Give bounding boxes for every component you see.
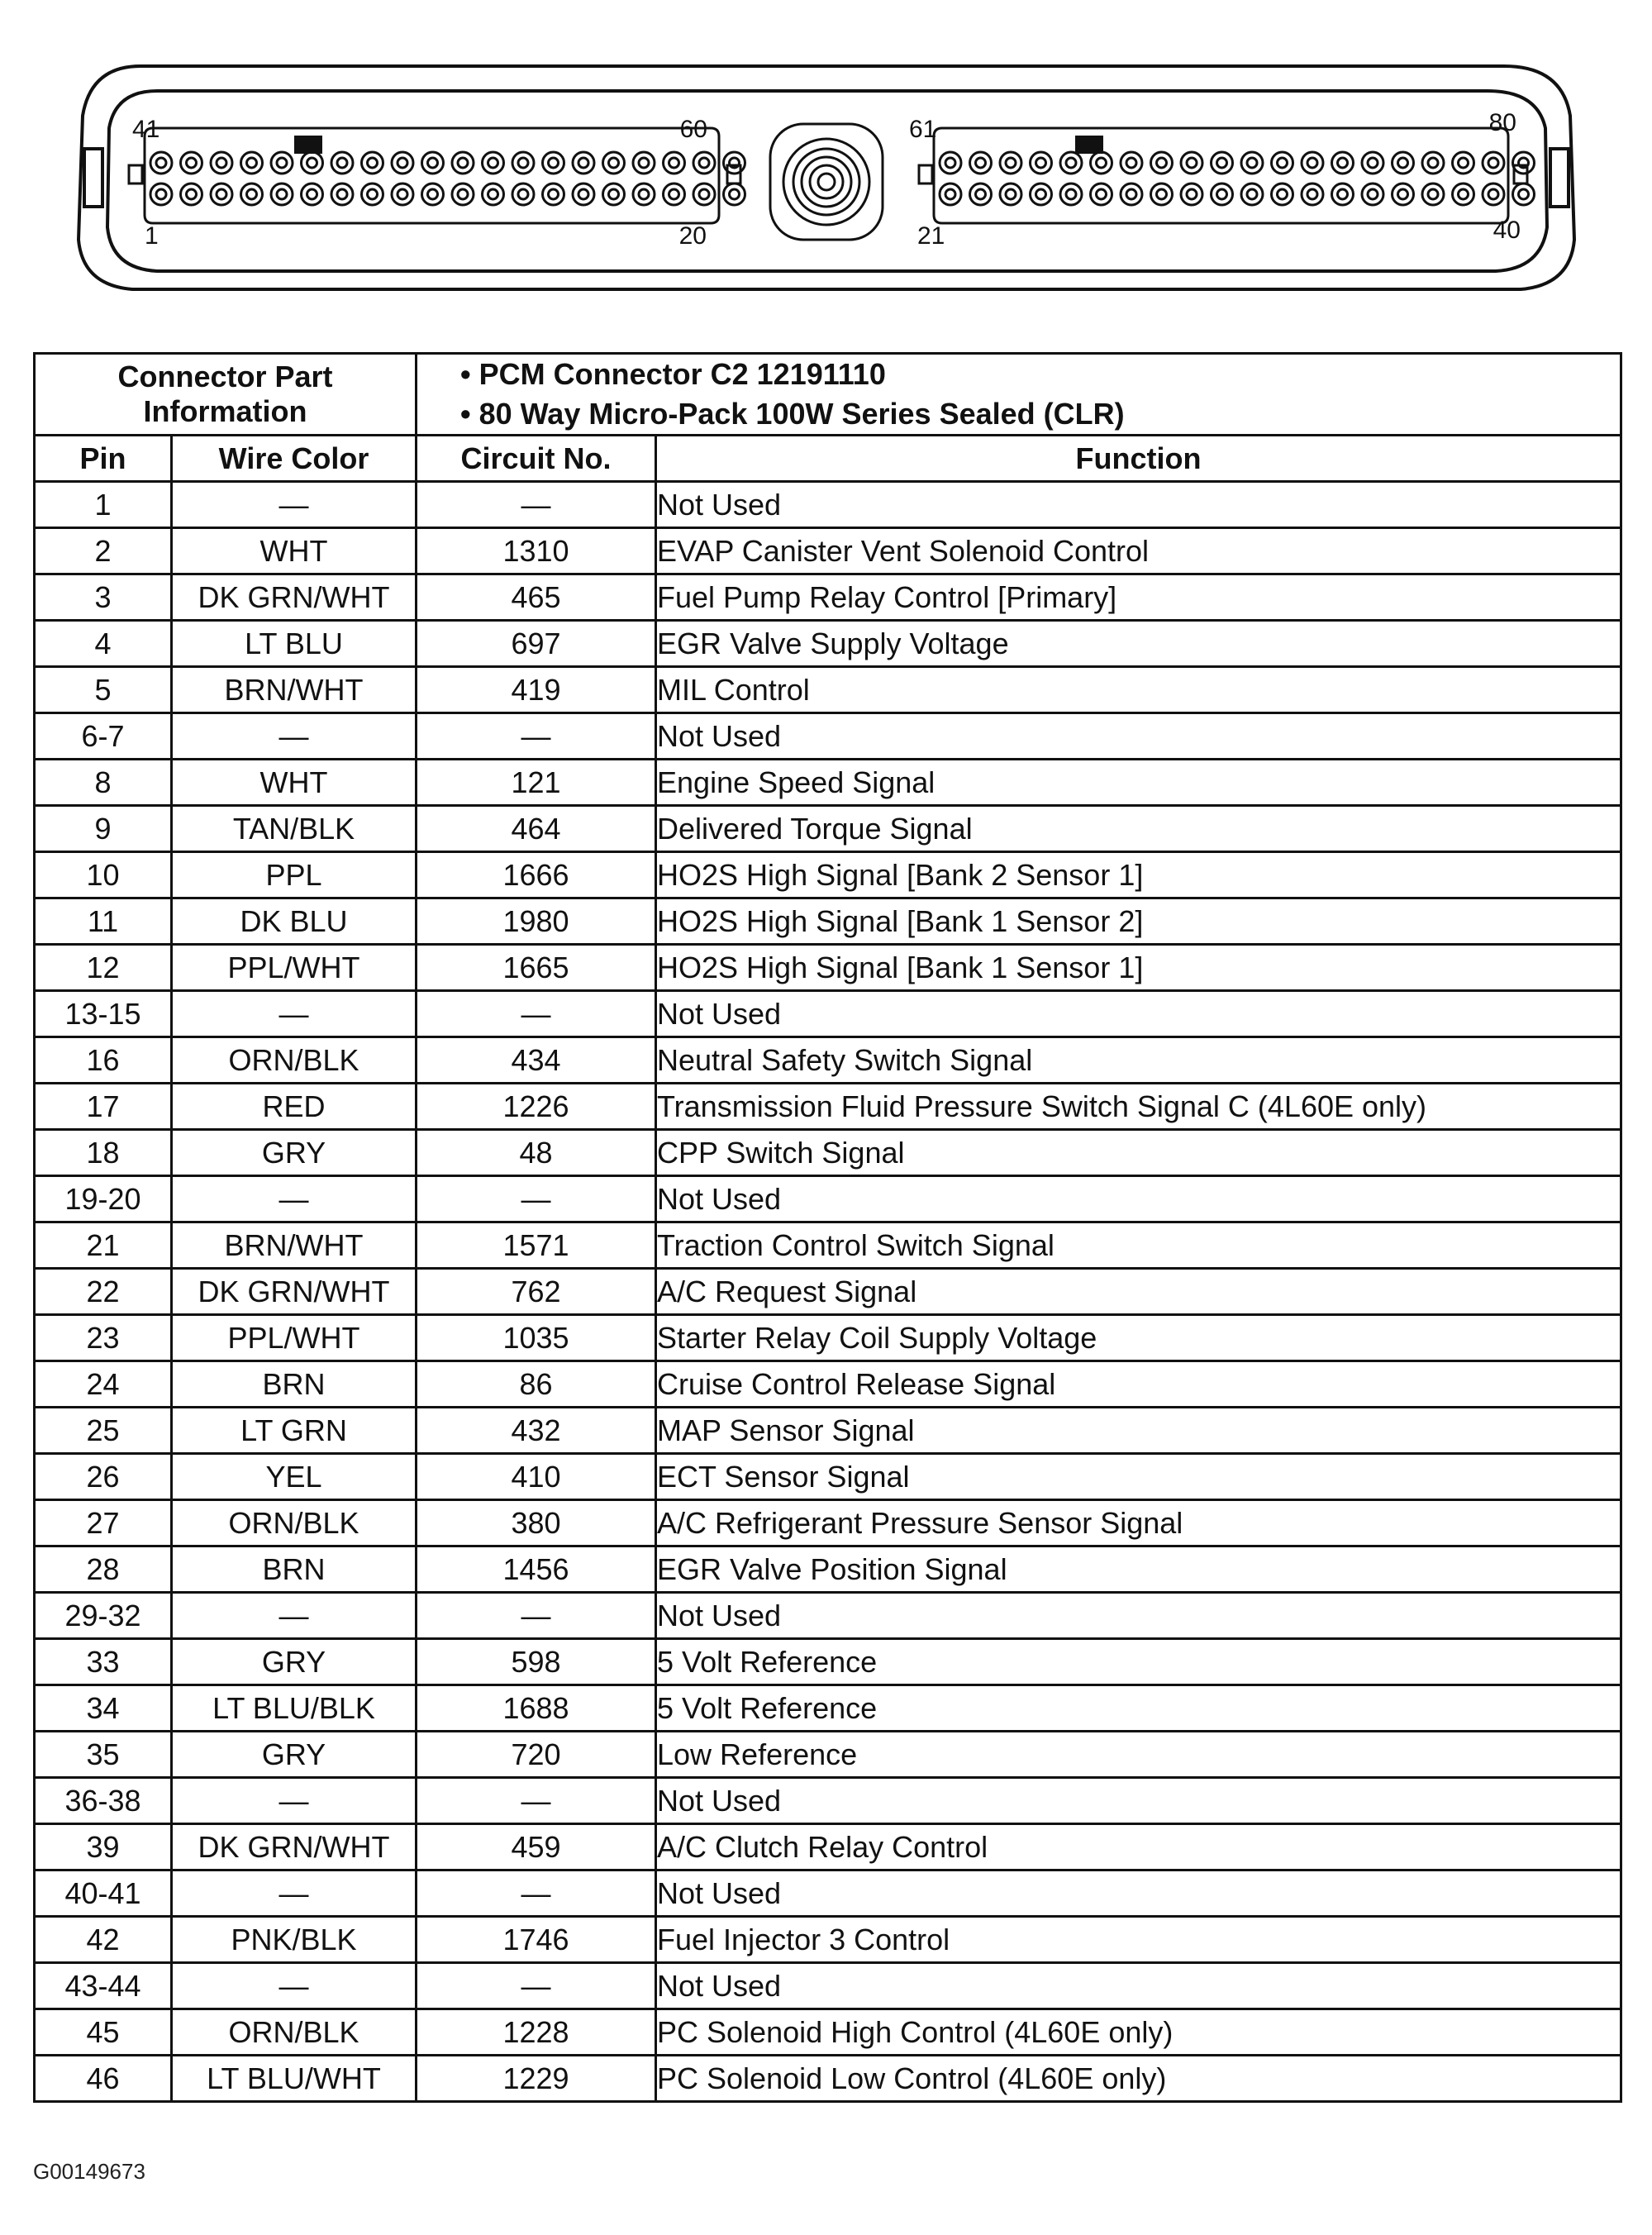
table-row bbox=[35, 1130, 1621, 1176]
pin-hole bbox=[573, 183, 594, 205]
pin-hole bbox=[1332, 152, 1354, 174]
cell-pin: 29-32 bbox=[35, 1593, 172, 1639]
cell-wire-color: — bbox=[172, 1593, 417, 1639]
pin-hole bbox=[724, 183, 745, 205]
pin-hole bbox=[603, 183, 625, 205]
pin-hole bbox=[211, 152, 232, 174]
pin-hole bbox=[1483, 183, 1504, 205]
pin-hole bbox=[1000, 183, 1021, 205]
table-row bbox=[35, 1084, 1621, 1130]
pin-hole bbox=[331, 183, 353, 205]
table-row bbox=[35, 574, 1621, 621]
cell-wire-color: GRY bbox=[172, 1130, 417, 1176]
pin-label-61: 61 bbox=[909, 116, 937, 143]
pin-hole bbox=[271, 183, 293, 205]
cell-function: MIL Control bbox=[656, 667, 1621, 713]
pin-hole bbox=[181, 183, 202, 205]
pin-hole bbox=[1513, 183, 1535, 205]
table-row bbox=[35, 898, 1621, 945]
cell-circuit-no: 432 bbox=[417, 1408, 656, 1454]
cell-pin: 3 bbox=[35, 574, 172, 621]
pin-hole bbox=[1393, 183, 1414, 205]
pin-hole bbox=[1060, 183, 1082, 205]
pin-hole bbox=[483, 183, 504, 205]
cell-function: ECT Sensor Signal bbox=[656, 1454, 1621, 1500]
cell-circuit-no: 465 bbox=[417, 574, 656, 621]
cell-pin: 45 bbox=[35, 2009, 172, 2056]
cell-pin: 16 bbox=[35, 1037, 172, 1084]
cell-circuit-no: — bbox=[417, 1870, 656, 1917]
cell-function: HO2S High Signal [Bank 1 Sensor 2] bbox=[656, 898, 1621, 945]
pin-hole bbox=[664, 183, 685, 205]
pin-hole bbox=[693, 183, 715, 205]
cell-pin: 2 bbox=[35, 528, 172, 574]
table-row bbox=[35, 528, 1621, 574]
cell-circuit-no: — bbox=[417, 482, 656, 528]
cell-wire-color: — bbox=[172, 482, 417, 528]
cell-wire-color: — bbox=[172, 1870, 417, 1917]
pin-hole bbox=[633, 183, 655, 205]
pin-hole bbox=[392, 183, 413, 205]
pin-hole bbox=[271, 152, 293, 174]
cell-pin: 28 bbox=[35, 1546, 172, 1593]
cell-function: Not Used bbox=[656, 1593, 1621, 1639]
pin-hole bbox=[1272, 152, 1293, 174]
pin-hole bbox=[241, 183, 263, 205]
cell-wire-color: LT BLU/WHT bbox=[172, 2056, 417, 2102]
connector-part-bullet: • PCM Connector C2 12191110 bbox=[460, 357, 886, 391]
pin-hole bbox=[543, 152, 564, 174]
cell-function: PC Solenoid Low Control (4L60E only) bbox=[656, 2056, 1621, 2102]
cell-pin: 25 bbox=[35, 1408, 172, 1454]
cell-circuit-no: 1456 bbox=[417, 1546, 656, 1593]
table-row bbox=[35, 1500, 1621, 1546]
pin-label-1: 1 bbox=[145, 222, 159, 250]
cell-circuit-no: 86 bbox=[417, 1361, 656, 1408]
cell-function: HO2S High Signal [Bank 1 Sensor 1] bbox=[656, 945, 1621, 991]
table-row bbox=[35, 1037, 1621, 1084]
cell-function: A/C Clutch Relay Control bbox=[656, 1824, 1621, 1870]
cell-circuit-no: 1746 bbox=[417, 1917, 656, 1963]
pin-hole bbox=[392, 152, 413, 174]
cell-pin: 36-38 bbox=[35, 1778, 172, 1824]
cell-function: Traction Control Switch Signal bbox=[656, 1222, 1621, 1269]
pin-hole bbox=[1091, 152, 1112, 174]
cell-pin: 9 bbox=[35, 806, 172, 852]
pin-hole bbox=[331, 152, 353, 174]
cell-circuit-no: 1229 bbox=[417, 2056, 656, 2102]
cell-pin: 11 bbox=[35, 898, 172, 945]
cell-wire-color: — bbox=[172, 991, 417, 1037]
cell-pin: 21 bbox=[35, 1222, 172, 1269]
pin-hole bbox=[693, 152, 715, 174]
pin-hole bbox=[1151, 152, 1173, 174]
pin-hole bbox=[512, 183, 534, 205]
cell-function: 5 Volt Reference bbox=[656, 1685, 1621, 1732]
right-polarization-key bbox=[1075, 136, 1103, 154]
pin-hole bbox=[1181, 152, 1202, 174]
cell-pin: 6-7 bbox=[35, 713, 172, 760]
cell-pin: 4 bbox=[35, 621, 172, 667]
pin-hole bbox=[302, 152, 323, 174]
pin-hole bbox=[1212, 183, 1233, 205]
pin-hole bbox=[1000, 152, 1021, 174]
cell-wire-color: LT BLU/BLK bbox=[172, 1685, 417, 1732]
cell-wire-color: ORN/BLK bbox=[172, 1037, 417, 1084]
cell-function: 5 Volt Reference bbox=[656, 1639, 1621, 1685]
cell-wire-color: PPL/WHT bbox=[172, 1315, 417, 1361]
connector-info-row bbox=[35, 354, 1621, 436]
connector-housing bbox=[79, 66, 1574, 289]
pin-hole bbox=[1422, 183, 1444, 205]
pin-hole bbox=[970, 183, 992, 205]
cell-function: Not Used bbox=[656, 1778, 1621, 1824]
pin-hole bbox=[452, 152, 474, 174]
table-row bbox=[35, 1454, 1621, 1500]
cell-function: Not Used bbox=[656, 482, 1621, 528]
cell-function: EVAP Canister Vent Solenoid Control bbox=[656, 528, 1621, 574]
pin-hole bbox=[724, 152, 745, 174]
cell-wire-color: RED bbox=[172, 1084, 417, 1130]
cell-function: Low Reference bbox=[656, 1732, 1621, 1778]
table-row bbox=[35, 1269, 1621, 1315]
cell-function: Fuel Injector 3 Control bbox=[656, 1917, 1621, 1963]
cell-wire-color: ORN/BLK bbox=[172, 2009, 417, 2056]
cell-circuit-no: 434 bbox=[417, 1037, 656, 1084]
header-function: Function bbox=[656, 436, 1621, 482]
cell-pin: 27 bbox=[35, 1500, 172, 1546]
cell-function: HO2S High Signal [Bank 2 Sensor 1] bbox=[656, 852, 1621, 898]
cell-pin: 46 bbox=[35, 2056, 172, 2102]
pin-hole bbox=[181, 152, 202, 174]
cell-wire-color: BRN bbox=[172, 1361, 417, 1408]
cell-function: A/C Refrigerant Pressure Sensor Signal bbox=[656, 1500, 1621, 1546]
cell-circuit-no: 720 bbox=[417, 1732, 656, 1778]
table-row bbox=[35, 621, 1621, 667]
cell-pin: 33 bbox=[35, 1639, 172, 1685]
pin-hole bbox=[543, 183, 564, 205]
cell-function: EGR Valve Supply Voltage bbox=[656, 621, 1621, 667]
pin-hole bbox=[150, 152, 172, 174]
cell-circuit-no: — bbox=[417, 1176, 656, 1222]
table-row bbox=[35, 1917, 1621, 1963]
table-row bbox=[35, 482, 1621, 528]
pin-hole bbox=[150, 183, 172, 205]
right-pin-block bbox=[919, 128, 1527, 223]
cell-circuit-no: 1310 bbox=[417, 528, 656, 574]
pin-hole bbox=[241, 152, 263, 174]
pin-hole bbox=[1121, 152, 1142, 174]
connector-part-info-label-line2: Information bbox=[143, 394, 307, 428]
cell-pin: 13-15 bbox=[35, 991, 172, 1037]
header-pin: Pin bbox=[35, 436, 172, 482]
cell-circuit-no: 1665 bbox=[417, 945, 656, 991]
cell-wire-color: GRY bbox=[172, 1639, 417, 1685]
connector-part-info bbox=[417, 354, 1621, 436]
center-bolt bbox=[770, 124, 883, 240]
pin-label-80: 80 bbox=[1488, 109, 1516, 136]
table-row bbox=[35, 760, 1621, 806]
cell-circuit-no: 598 bbox=[417, 1639, 656, 1685]
table-row bbox=[35, 1315, 1621, 1361]
cell-pin: 26 bbox=[35, 1454, 172, 1500]
cell-function: Not Used bbox=[656, 713, 1621, 760]
image-code: G00149673 bbox=[33, 2159, 145, 2184]
cell-wire-color: — bbox=[172, 1778, 417, 1824]
cell-function: A/C Request Signal bbox=[656, 1269, 1621, 1315]
cell-circuit-no: — bbox=[417, 1593, 656, 1639]
table-row bbox=[35, 1408, 1621, 1454]
table-row bbox=[35, 1222, 1621, 1269]
pin-hole bbox=[1513, 152, 1535, 174]
pin-hole bbox=[422, 183, 444, 205]
table-row bbox=[35, 713, 1621, 760]
cell-circuit-no: 380 bbox=[417, 1500, 656, 1546]
header-wire-color: Wire Color bbox=[172, 436, 417, 482]
pin-hole bbox=[573, 152, 594, 174]
cell-circuit-no: — bbox=[417, 1963, 656, 2009]
cell-pin: 10 bbox=[35, 852, 172, 898]
pin-table bbox=[33, 352, 1622, 2103]
cell-wire-color: BRN/WHT bbox=[172, 1222, 417, 1269]
cell-pin: 35 bbox=[35, 1732, 172, 1778]
cell-circuit-no: — bbox=[417, 1778, 656, 1824]
cell-wire-color: PNK/BLK bbox=[172, 1917, 417, 1963]
table-row bbox=[35, 1546, 1621, 1593]
cell-function: MAP Sensor Signal bbox=[656, 1408, 1621, 1454]
cell-wire-color: — bbox=[172, 1176, 417, 1222]
table-row bbox=[35, 1685, 1621, 1732]
pin-hole bbox=[211, 183, 232, 205]
cell-circuit-no: 1571 bbox=[417, 1222, 656, 1269]
cell-wire-color: ORN/BLK bbox=[172, 1500, 417, 1546]
pin-hole bbox=[1212, 152, 1233, 174]
cell-pin: 1 bbox=[35, 482, 172, 528]
pin-hole bbox=[970, 152, 992, 174]
pin-hole bbox=[452, 183, 474, 205]
cell-wire-color: LT GRN bbox=[172, 1408, 417, 1454]
cell-function: Not Used bbox=[656, 1963, 1621, 2009]
pin-hole bbox=[1332, 183, 1354, 205]
pin-hole bbox=[362, 183, 383, 205]
pin-label-60: 60 bbox=[679, 116, 707, 143]
table-row bbox=[35, 1639, 1621, 1685]
cell-wire-color: YEL bbox=[172, 1454, 417, 1500]
pin-hole bbox=[1031, 183, 1052, 205]
pin-hole bbox=[1422, 152, 1444, 174]
connector-part-bullet: • 80 Way Micro-Pack 100W Series Sealed (CLR) bbox=[460, 397, 1125, 431]
cell-circuit-no: 1688 bbox=[417, 1685, 656, 1732]
cell-circuit-no: 121 bbox=[417, 760, 656, 806]
cell-circuit-no: — bbox=[417, 713, 656, 760]
pin-hole bbox=[1181, 183, 1202, 205]
cell-function: CPP Switch Signal bbox=[656, 1130, 1621, 1176]
cell-wire-color: BRN bbox=[172, 1546, 417, 1593]
pin-hole bbox=[1362, 183, 1383, 205]
pin-hole bbox=[1241, 152, 1263, 174]
cell-function: Neutral Safety Switch Signal bbox=[656, 1037, 1621, 1084]
cell-pin: 39 bbox=[35, 1824, 172, 1870]
cell-circuit-no: 1666 bbox=[417, 852, 656, 898]
cell-circuit-no: 697 bbox=[417, 621, 656, 667]
cell-circuit-no: 410 bbox=[417, 1454, 656, 1500]
cell-function: Transmission Fluid Pressure Switch Signal C (4L60E only) bbox=[656, 1084, 1621, 1130]
pin-hole bbox=[1121, 183, 1142, 205]
cell-wire-color: PPL bbox=[172, 852, 417, 898]
cell-wire-color: DK GRN/WHT bbox=[172, 574, 417, 621]
pin-hole bbox=[1031, 152, 1052, 174]
cell-circuit-no: 464 bbox=[417, 806, 656, 852]
cell-wire-color: LT BLU bbox=[172, 621, 417, 667]
pin-hole bbox=[1151, 183, 1173, 205]
cell-wire-color: — bbox=[172, 713, 417, 760]
cell-wire-color: WHT bbox=[172, 760, 417, 806]
cell-function: Engine Speed Signal bbox=[656, 760, 1621, 806]
cell-pin: 8 bbox=[35, 760, 172, 806]
cell-circuit-no: 1035 bbox=[417, 1315, 656, 1361]
pin-hole bbox=[664, 152, 685, 174]
pin-hole bbox=[603, 152, 625, 174]
cell-wire-color: DK GRN/WHT bbox=[172, 1269, 417, 1315]
table-row bbox=[35, 991, 1621, 1037]
pin-hole bbox=[1060, 152, 1082, 174]
cell-wire-color: WHT bbox=[172, 528, 417, 574]
table-row bbox=[35, 1361, 1621, 1408]
connector-part-info-label-line1: Connector Part bbox=[117, 360, 333, 393]
pin-hole bbox=[483, 152, 504, 174]
pin-hole bbox=[1302, 152, 1323, 174]
table-row bbox=[35, 667, 1621, 713]
pin-hole bbox=[633, 152, 655, 174]
pin-hole bbox=[1302, 183, 1323, 205]
pin-hole bbox=[1483, 152, 1504, 174]
cell-wire-color: DK GRN/WHT bbox=[172, 1824, 417, 1870]
cell-function: Not Used bbox=[656, 1176, 1621, 1222]
pin-hole bbox=[362, 152, 383, 174]
cell-circuit-no: 48 bbox=[417, 1130, 656, 1176]
cell-pin: 12 bbox=[35, 945, 172, 991]
cell-function: Not Used bbox=[656, 1870, 1621, 1917]
table-row bbox=[35, 2009, 1621, 2056]
cell-circuit-no: 1980 bbox=[417, 898, 656, 945]
cell-pin: 24 bbox=[35, 1361, 172, 1408]
pin-hole bbox=[1272, 183, 1293, 205]
table-row bbox=[35, 945, 1621, 991]
pin-hole bbox=[1393, 152, 1414, 174]
table-row bbox=[35, 2056, 1621, 2102]
cell-wire-color: BRN/WHT bbox=[172, 667, 417, 713]
table-header-row bbox=[35, 436, 1621, 482]
cell-function: PC Solenoid High Control (4L60E only) bbox=[656, 2009, 1621, 2056]
cell-function: Cruise Control Release Signal bbox=[656, 1361, 1621, 1408]
pin-hole bbox=[1453, 183, 1474, 205]
table-row bbox=[35, 1963, 1621, 2009]
cell-pin: 5 bbox=[35, 667, 172, 713]
pin-hole bbox=[940, 183, 961, 205]
header-circuit-no: Circuit No. bbox=[417, 436, 656, 482]
pin-label-20: 20 bbox=[678, 222, 707, 250]
connector-face-drawing bbox=[66, 50, 1587, 298]
pin-hole bbox=[302, 183, 323, 205]
cell-function: Starter Relay Coil Supply Voltage bbox=[656, 1315, 1621, 1361]
cell-wire-color: PPL/WHT bbox=[172, 945, 417, 991]
pin-label-40: 40 bbox=[1493, 217, 1521, 244]
cell-function: Fuel Pump Relay Control [Primary] bbox=[656, 574, 1621, 621]
cell-circuit-no: 1226 bbox=[417, 1084, 656, 1130]
table-row bbox=[35, 1778, 1621, 1824]
cell-pin: 34 bbox=[35, 1685, 172, 1732]
cell-pin: 22 bbox=[35, 1269, 172, 1315]
table-row bbox=[35, 806, 1621, 852]
pin-hole bbox=[1241, 183, 1263, 205]
cell-pin: 19-20 bbox=[35, 1176, 172, 1222]
table-row bbox=[35, 1824, 1621, 1870]
table-row bbox=[35, 1732, 1621, 1778]
cell-function: Not Used bbox=[656, 991, 1621, 1037]
cell-wire-color: — bbox=[172, 1963, 417, 2009]
cell-circuit-no: 419 bbox=[417, 667, 656, 713]
cell-pin: 17 bbox=[35, 1084, 172, 1130]
pin-hole bbox=[940, 152, 961, 174]
pin-hole bbox=[512, 152, 534, 174]
table-row bbox=[35, 852, 1621, 898]
cell-function: Delivered Torque Signal bbox=[656, 806, 1621, 852]
left-pin-block bbox=[129, 128, 740, 223]
cell-circuit-no: 1228 bbox=[417, 2009, 656, 2056]
cell-wire-color: GRY bbox=[172, 1732, 417, 1778]
pin-hole bbox=[422, 152, 444, 174]
cell-circuit-no: 459 bbox=[417, 1824, 656, 1870]
cell-circuit-no: — bbox=[417, 991, 656, 1037]
cell-wire-color: DK BLU bbox=[172, 898, 417, 945]
table-row bbox=[35, 1870, 1621, 1917]
pin-label-41: 41 bbox=[132, 116, 160, 143]
connector-part-info-label bbox=[35, 354, 417, 436]
cell-pin: 23 bbox=[35, 1315, 172, 1361]
cell-pin: 40-41 bbox=[35, 1870, 172, 1917]
table-row bbox=[35, 1593, 1621, 1639]
cell-pin: 43-44 bbox=[35, 1963, 172, 2009]
cell-wire-color: TAN/BLK bbox=[172, 806, 417, 852]
pin-hole bbox=[1453, 152, 1474, 174]
pin-hole bbox=[1362, 152, 1383, 174]
cell-circuit-no: 762 bbox=[417, 1269, 656, 1315]
cell-pin: 18 bbox=[35, 1130, 172, 1176]
pin-hole bbox=[1091, 183, 1112, 205]
cell-pin: 42 bbox=[35, 1917, 172, 1963]
pin-label-21: 21 bbox=[917, 222, 945, 250]
table-row bbox=[35, 1176, 1621, 1222]
cell-function: EGR Valve Position Signal bbox=[656, 1546, 1621, 1593]
left-polarization-key bbox=[294, 136, 322, 154]
connector-diagram bbox=[66, 50, 1587, 298]
